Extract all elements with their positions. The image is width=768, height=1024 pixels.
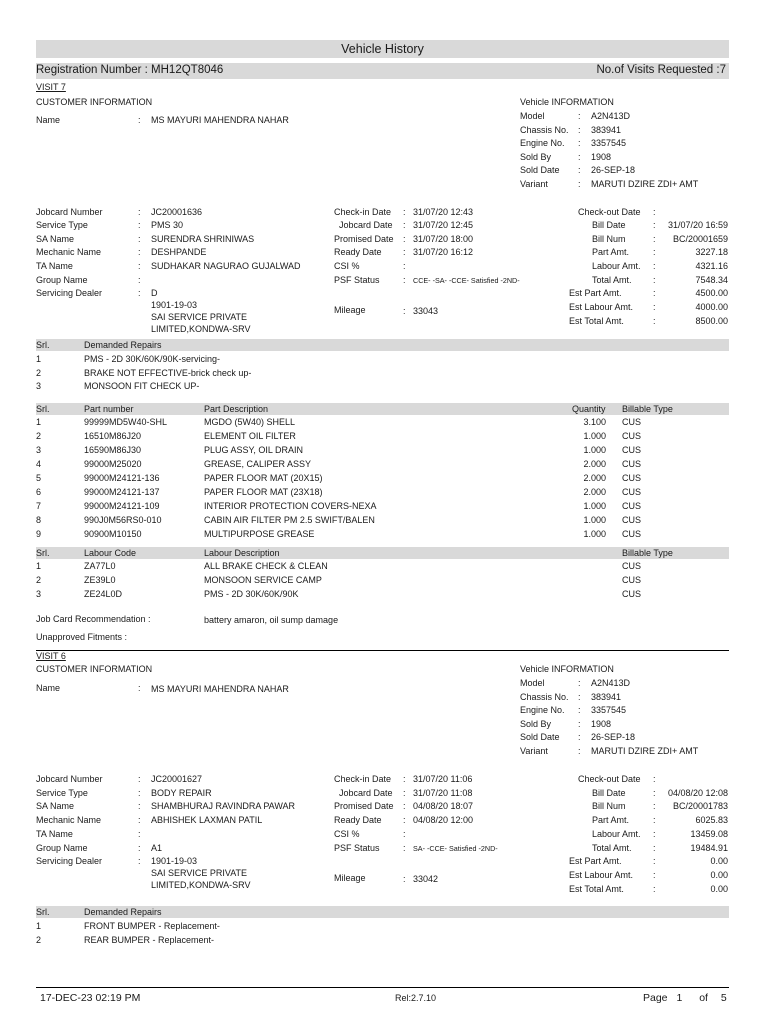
part-number: 99000M24121-109 (84, 501, 160, 511)
billable-type: CUS (622, 473, 642, 483)
billing-label: Bill Num (592, 801, 626, 811)
colon: : (403, 234, 406, 244)
row-srl: 5 (36, 473, 42, 483)
colon: : (403, 247, 406, 257)
colon: : (403, 207, 406, 217)
colon: : (138, 843, 141, 853)
billing-value: 13459.08 (690, 829, 728, 839)
date-value: 31/07/20 12:45 (413, 220, 474, 230)
psf-status: SA- -CCE- Satisfied -2ND- (413, 844, 498, 853)
billing-label: Est Part Amt. (569, 856, 622, 866)
billing-value: 4500.00 (695, 288, 728, 298)
billing-label: Check-out Date (578, 774, 641, 784)
date-label: Check-in Date (334, 774, 392, 784)
date-value: 31/07/20 11:08 (413, 788, 473, 798)
dealer-line: LIMITED,KONDWA-SRV (151, 880, 251, 890)
colon: : (138, 234, 141, 244)
job-label: Service Type (36, 220, 88, 230)
row-srl: 1 (36, 354, 42, 364)
customer-name: MS MAYURI MAHENDRA NAHAR (151, 684, 289, 694)
vehicle-value: MARUTI DZIRE ZDI+ AMT (591, 179, 699, 189)
job-value: 1901-19-03 (151, 856, 198, 866)
billing-value: 8500.00 (695, 316, 728, 326)
row-srl: 1 (36, 417, 42, 427)
row-srl: 8 (36, 515, 42, 525)
billable-type: CUS (622, 487, 642, 497)
job-value: PMS 30 (151, 220, 184, 230)
vehicle-label: Variant (520, 746, 548, 756)
colon: : (138, 815, 141, 825)
colon: : (653, 220, 656, 230)
colon: : (403, 843, 406, 853)
billing-label: Total Amt. (592, 843, 632, 853)
report-title-bar (36, 40, 729, 58)
customer-info-title: CUSTOMER INFORMATION (36, 97, 153, 107)
billing-label: Part Amt. (592, 815, 630, 825)
colon: : (138, 856, 141, 866)
job-value: BODY REPAIR (151, 788, 212, 798)
labour-description: MONSOON SERVICE CAMP (204, 575, 322, 585)
date-label: Ready Date (334, 247, 382, 257)
vehicle-info-title: Vehicle INFORMATION (520, 664, 614, 674)
colon: : (403, 829, 406, 839)
billing-label: Labour Amt. (592, 829, 641, 839)
job-label: Servicing Dealer (36, 856, 103, 866)
recommendation-value: battery amaron, oil sump damage (204, 615, 339, 625)
header-cell: Srl. (36, 404, 50, 414)
page-of: of (699, 992, 708, 1004)
vehicle-value: 26-SEP-18 (591, 165, 636, 175)
vehicle-value: MARUTI DZIRE ZDI+ AMT (591, 746, 699, 756)
billing-value: BC/20001659 (672, 234, 728, 244)
colon: : (578, 152, 581, 162)
date-value: 04/08/20 12:00 (413, 815, 474, 825)
job-label: Jobcard Number (36, 774, 103, 784)
vehicle-label: Model (520, 111, 545, 121)
vehicle-value: 1908 (591, 152, 612, 162)
job-label: Servicing Dealer (36, 288, 103, 298)
date-label: PSF Status (334, 843, 380, 853)
date-value: 31/07/20 12:43 (413, 207, 474, 217)
quantity: 2.000 (583, 459, 606, 469)
job-value: DESHPANDE (151, 247, 207, 257)
billing-value: 31/07/20 16:59 (667, 220, 728, 230)
colon: : (578, 732, 581, 742)
billing-label: Est Part Amt. (569, 288, 622, 298)
dealer-line: LIMITED,KONDWA-SRV (151, 324, 251, 334)
billing-value: 6025.83 (695, 815, 728, 825)
colon: : (653, 870, 656, 880)
colon: : (138, 220, 141, 230)
billable-type: CUS (622, 431, 642, 441)
vehicle-label: Engine No. (520, 138, 565, 148)
date-label: Jobcard Date (339, 788, 393, 798)
part-description: INTERIOR PROTECTION COVERS-NEXA (204, 501, 377, 511)
colon: : (653, 774, 656, 784)
vehicle-label: Engine No. (520, 705, 565, 715)
quantity: 1.000 (583, 431, 606, 441)
colon: : (578, 746, 581, 756)
job-label: Service Type (36, 788, 88, 798)
part-number: 16510M86J20 (84, 431, 142, 441)
visit-label: VISIT 6 (36, 651, 66, 661)
date-value: 04/08/20 18:07 (413, 801, 474, 811)
colon: : (138, 683, 141, 693)
colon: : (653, 801, 656, 811)
labour-header (36, 547, 729, 559)
vehicle-label: Chassis No. (520, 692, 569, 702)
colon: : (403, 220, 406, 230)
row-srl: 1 (36, 561, 42, 571)
part-number: 99000M24121-137 (84, 487, 160, 497)
colon: : (653, 261, 656, 271)
unapproved-fitments-label: Unapproved Fitments : (36, 632, 128, 642)
header-cell: Srl. (36, 340, 50, 350)
psf-status: CCE- -SA- -CCE- Satisfied -2ND- (413, 276, 520, 285)
colon: : (403, 306, 406, 316)
billing-label: Labour Amt. (592, 261, 641, 271)
colon: : (653, 207, 656, 217)
vehicle-value: 3357545 (591, 138, 627, 148)
billing-label: Check-out Date (578, 207, 641, 217)
parts-header (36, 403, 729, 415)
colon: : (653, 288, 656, 298)
billing-value: 0.00 (710, 870, 728, 880)
demanded-repairs-header (36, 906, 729, 918)
job-label: TA Name (36, 829, 73, 839)
colon: : (653, 316, 656, 326)
dealer-line: 1901-19-03 (151, 300, 198, 310)
date-label: CSI % (334, 261, 360, 271)
billing-value: 04/08/20 12:08 (667, 788, 728, 798)
part-description: ELEMENT OIL FILTER (204, 431, 296, 441)
billable-type: CUS (622, 501, 642, 511)
labour-code: ZE24L0D (84, 589, 123, 599)
part-description: MULTIPURPOSE GREASE (204, 529, 315, 539)
colon: : (138, 801, 141, 811)
release-version: Rel:2.7.10 (395, 993, 437, 1003)
job-value: JC20001636 (151, 207, 203, 217)
colon: : (403, 874, 406, 884)
header-cell: Quantity (572, 404, 606, 414)
part-description: GREASE, CALIPER ASSY (204, 459, 312, 469)
vehicle-info-title: Vehicle INFORMATION (520, 97, 614, 107)
quantity: 2.000 (583, 487, 606, 497)
row-repair: FRONT BUMPER - Replacement- (84, 921, 220, 931)
header-cell: Part number (84, 404, 134, 414)
job-value: SHAMBHURAJ RAVINDRA PAWAR (151, 801, 296, 811)
labour-code: ZA77L0 (84, 561, 116, 571)
colon: : (403, 815, 406, 825)
colon: : (653, 247, 656, 257)
header-cell: Billable Type (622, 404, 673, 414)
vehicle-value: 1908 (591, 719, 612, 729)
billing-value: 7548.34 (695, 275, 728, 285)
job-label: SA Name (36, 234, 75, 244)
name-label: Name (36, 115, 61, 125)
billing-value: 0.00 (710, 856, 728, 866)
billing-label: Est Labour Amt. (569, 870, 634, 880)
customer-name: MS MAYURI MAHENDRA NAHAR (151, 115, 289, 125)
part-description: CABIN AIR FILTER PM 2.5 SWIFT/BALEN (204, 515, 375, 525)
page-indicator (643, 992, 727, 1004)
colon: : (403, 774, 406, 784)
billing-label: Est Total Amt. (569, 884, 624, 894)
row-repair: PMS - 2D 30K/60K/90K-servicing- (84, 354, 221, 364)
part-description: MGDO (5W40) SHELL (204, 417, 296, 427)
billing-value: 3227.18 (695, 247, 728, 257)
colon: : (653, 275, 656, 285)
vehicle-label: Sold Date (520, 165, 560, 175)
date-label: Ready Date (334, 815, 382, 825)
colon: : (578, 179, 581, 189)
part-number: 99000M24121-136 (84, 473, 160, 483)
name-label: Name (36, 683, 61, 693)
part-description: PLUG ASSY, OIL DRAIN (204, 445, 304, 455)
registration-number: Registration Number : MH12QT8046 (36, 64, 224, 76)
demanded-repairs-header (36, 339, 729, 351)
quantity: 2.000 (583, 473, 606, 483)
row-srl: 2 (36, 575, 42, 585)
billable-type: CUS (622, 459, 642, 469)
visits-requested: No.of Visits Requested :7 (596, 64, 726, 76)
date-label: PSF Status (334, 275, 380, 285)
date-label: CSI % (334, 829, 360, 839)
footer-rule (36, 987, 729, 988)
job-value: ABHISHEK LAXMAN PATIL (151, 815, 263, 825)
colon: : (138, 829, 141, 839)
colon: : (138, 207, 141, 217)
colon: : (653, 829, 656, 839)
job-value: SURENDRA SHRINIWAS (151, 234, 255, 244)
vehicle-label: Variant (520, 179, 548, 189)
job-value: D (151, 288, 158, 298)
colon: : (578, 719, 581, 729)
date-value: 31/07/20 18:00 (413, 234, 474, 244)
part-number: 16590M86J30 (84, 445, 142, 455)
vehicle-label: Model (520, 678, 545, 688)
billing-value: BC/20001783 (672, 801, 728, 811)
colon: : (138, 275, 141, 285)
job-value: JC20001627 (151, 774, 203, 784)
row-srl: 3 (36, 445, 42, 455)
job-label: TA Name (36, 261, 73, 271)
part-description: PAPER FLOOR MAT (23X18) (204, 487, 323, 497)
billable-type: CUS (622, 445, 642, 455)
date-label: Jobcard Date (339, 220, 393, 230)
header-cell: Demanded Repairs (84, 907, 162, 917)
colon: : (578, 678, 581, 688)
colon: : (138, 788, 141, 798)
billing-value: 4000.00 (695, 302, 728, 312)
date-label: Promised Date (334, 801, 394, 811)
labour-description: ALL BRAKE CHECK & CLEAN (204, 561, 328, 571)
billable-type: CUS (622, 417, 642, 427)
mileage-label: Mileage (334, 305, 366, 315)
billing-label: Est Labour Amt. (569, 302, 634, 312)
colon: : (578, 165, 581, 175)
colon: : (138, 774, 141, 784)
billing-label: Part Amt. (592, 247, 630, 257)
row-repair: MONSOON FIT CHECK UP- (84, 381, 200, 391)
vehicle-value: 383941 (591, 125, 622, 135)
report-title: Vehicle History (341, 42, 424, 56)
quantity: 1.000 (583, 529, 606, 539)
colon: : (578, 111, 581, 121)
billing-label: Bill Date (592, 788, 626, 798)
billable-type: CUS (622, 529, 642, 539)
colon: : (653, 302, 656, 312)
colon: : (653, 788, 656, 798)
labour-code: ZE39L0 (84, 575, 116, 585)
colon: : (403, 261, 406, 271)
header-cell: Srl. (36, 907, 50, 917)
quantity: 3.100 (583, 417, 606, 427)
part-number: 990J0M56RS0-010 (84, 515, 162, 525)
visit-divider (36, 650, 729, 651)
labour-description: PMS - 2D 30K/60K/90K (204, 589, 299, 599)
job-label: Mechanic Name (36, 815, 102, 825)
job-label: Group Name (36, 843, 88, 853)
vehicle-value: 3357545 (591, 705, 627, 715)
part-number: 90900M10150 (84, 529, 142, 539)
date-value: 31/07/20 11:06 (413, 774, 473, 784)
colon: : (138, 115, 141, 125)
colon: : (403, 275, 406, 285)
print-timestamp: 17-DEC-23 02:19 PM (40, 992, 141, 1004)
vehicle-value: A2N413D (591, 111, 631, 121)
page-number: 1 (676, 992, 683, 1004)
mileage-value: 33042 (413, 874, 439, 884)
colon: : (403, 801, 406, 811)
visit-label: VISIT 7 (36, 82, 66, 92)
billing-label: Bill Date (592, 220, 626, 230)
header-cell: Srl. (36, 548, 50, 558)
dealer-line: SAI SERVICE PRIVATE (151, 868, 248, 878)
customer-info-title: CUSTOMER INFORMATION (36, 664, 153, 674)
dealer-line: SAI SERVICE PRIVATE (151, 312, 248, 322)
quantity: 1.000 (583, 445, 606, 455)
row-srl: 1 (36, 921, 42, 931)
job-value: A1 (151, 843, 163, 853)
header-cell: Labour Description (204, 548, 280, 558)
billing-value: 4321.16 (695, 261, 728, 271)
billing-label: Est Total Amt. (569, 316, 624, 326)
header-cell: Part Description (204, 404, 269, 414)
page-label: Page (643, 992, 668, 1004)
vehicle-label: Sold Date (520, 732, 560, 742)
header-cell: Labour Code (84, 548, 137, 558)
vehicle-label: Sold By (520, 719, 552, 729)
row-srl: 6 (36, 487, 42, 497)
row-srl: 7 (36, 501, 42, 511)
colon: : (578, 692, 581, 702)
colon: : (403, 788, 406, 798)
page-total: 5 (720, 992, 727, 1004)
mileage-label: Mileage (334, 873, 366, 883)
date-label: Check-in Date (334, 207, 392, 217)
part-description: PAPER FLOOR MAT (20X15) (204, 473, 323, 483)
job-label: Group Name (36, 275, 88, 285)
vehicle-label: Chassis No. (520, 125, 569, 135)
quantity: 1.000 (583, 515, 606, 525)
billable-type: CUS (622, 561, 642, 571)
part-number: 99999MD5W40-SHL (84, 417, 168, 427)
vehicle-value: A2N413D (591, 678, 631, 688)
vehicle-value: 383941 (591, 692, 622, 702)
row-repair: REAR BUMPER - Replacement- (84, 935, 215, 945)
colon: : (138, 247, 141, 257)
billing-value: 19484.91 (690, 843, 728, 853)
row-srl: 2 (36, 935, 42, 945)
billable-type: CUS (622, 589, 642, 599)
billing-value: 0.00 (710, 884, 728, 894)
part-number: 99000M25020 (84, 459, 142, 469)
job-label: Jobcard Number (36, 207, 103, 217)
colon: : (653, 843, 656, 853)
header-cell: Demanded Repairs (84, 340, 162, 350)
colon: : (653, 856, 656, 866)
billable-type: CUS (622, 515, 642, 525)
colon: : (653, 815, 656, 825)
vehicle-label: Sold By (520, 152, 552, 162)
job-value: SUDHAKAR NAGURAO GUJALWAD (151, 261, 301, 271)
colon: : (653, 234, 656, 244)
date-label: Promised Date (334, 234, 394, 244)
row-srl: 9 (36, 529, 42, 539)
colon: : (138, 288, 141, 298)
vehicle-value: 26-SEP-18 (591, 732, 636, 742)
row-srl: 2 (36, 431, 42, 441)
colon: : (653, 884, 656, 894)
header-cell: Billable Type (622, 548, 673, 558)
billing-label: Bill Num (592, 234, 626, 244)
colon: : (578, 705, 581, 715)
billing-label: Total Amt. (592, 275, 632, 285)
date-value: 31/07/20 16:12 (413, 247, 474, 257)
mileage-value: 33043 (413, 306, 439, 316)
job-label: SA Name (36, 801, 75, 811)
recommendation-label: Job Card Recommendation : (36, 614, 151, 624)
row-srl: 3 (36, 589, 42, 599)
row-srl: 4 (36, 459, 42, 469)
billable-type: CUS (622, 575, 642, 585)
row-srl: 3 (36, 381, 42, 391)
job-label: Mechanic Name (36, 247, 102, 257)
row-repair: BRAKE NOT EFFECTIVE-brick check up- (84, 368, 252, 378)
colon: : (578, 138, 581, 148)
quantity: 1.000 (583, 501, 606, 511)
registration-bar (36, 63, 729, 79)
row-srl: 2 (36, 368, 42, 378)
colon: : (138, 261, 141, 271)
colon: : (578, 125, 581, 135)
